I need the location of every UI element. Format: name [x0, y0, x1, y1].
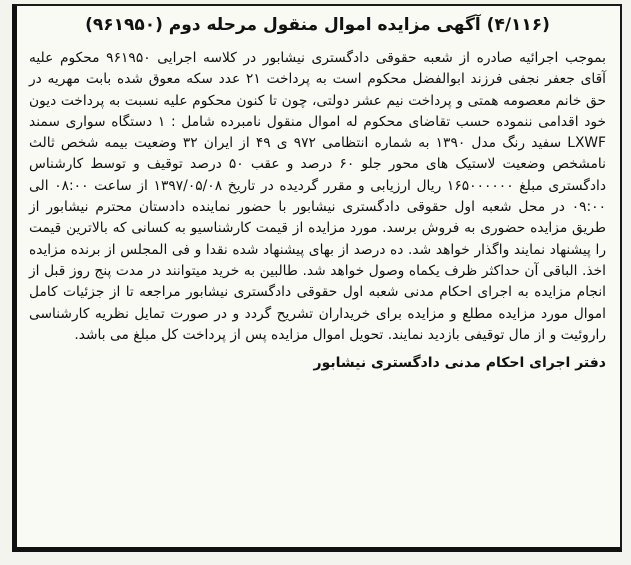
notice-title: (۴/۱۱۶) آگهی مزایده اموال منقول مرحله دوم (۹۶۱۹۵۰) — [85, 15, 550, 35]
notice-frame — [12, 4, 622, 552]
notice-signature: دفتر اجرای احکام مدنی دادگستری نیشابور — [313, 355, 606, 372]
notice-body: بموجب اجرائیه صادره از شعبه حقوقی دادگستری نیشابور در کلاسه اجرایی ۹۶۱۹۵۰ محکوم علیه آقای جعفر نجفی فرزند ابوالفضل محکوم است به پرداخت ۲۱ عدد سکه معوق شده بابت مهریه در حق خانم معصومه همتی و پرداخت نیم عشر دولتی، چون تا کنون محکوم علیه نسبت به پرداخت دیون خود اقدامی ننموده حسب تقاضای محکوم له اموال منقول نامبرده شامل : ۱ دستگاه سواری سمند LXWF سفید رنگ مدل ۱۳۹۰ به شماره انتظامی ۹۷۲ ی ۴۹ از ایران ۳۲ وضعیت بیمه شخص ثالث نامشخص وضعیت لاستیک های محور جلو ۶۰ درصد و عقب ۵۰ درصد توقیف و توسط کارشناس دادگستری مبلغ ۱۶۵۰۰۰۰۰۰ ریال ارزیابی و مقرر گردیده در تاریخ ۱۳۹۷/۰۵/۰۸ از ساعت ۰۸:۰۰ الی ۰۹:۰۰ در محل شعبه اول حقوقی دادگستری نیشابور با حضور نماینده دادستان محترم نیشابور از طریق مزایده حضوری به فروش برسد. مورد مزایده از قیمت کارشناسیو به کسانی که بالاترین قیمت را پیشنهاد نمایند واگذار خواهد شد. ده درصد از بهای پیشنهاد شده نقدا و فی المجلس از برنده مزایده اخذ. الباقی آن حداکثر ظرف یکماه وصول خواهد شد. طالبین به خرید میتوانند در مدت پنج روز قبل از انجام مزایده به اجرای احکام مدنی شعبه اول حقوقی دادگستری نیشابور مراجعه تا از جزئیات کامل اموال مورد مزایده مطلع و مزایده برای خریداران تشریح گردد و در صورت تمایل نظریه کارشناسی راروئیت و از مال توقیفی بازدید نمایند. تحویل اموال مزایده پس از پرداخت کل مبلغ می باشد. — [29, 50, 606, 343]
